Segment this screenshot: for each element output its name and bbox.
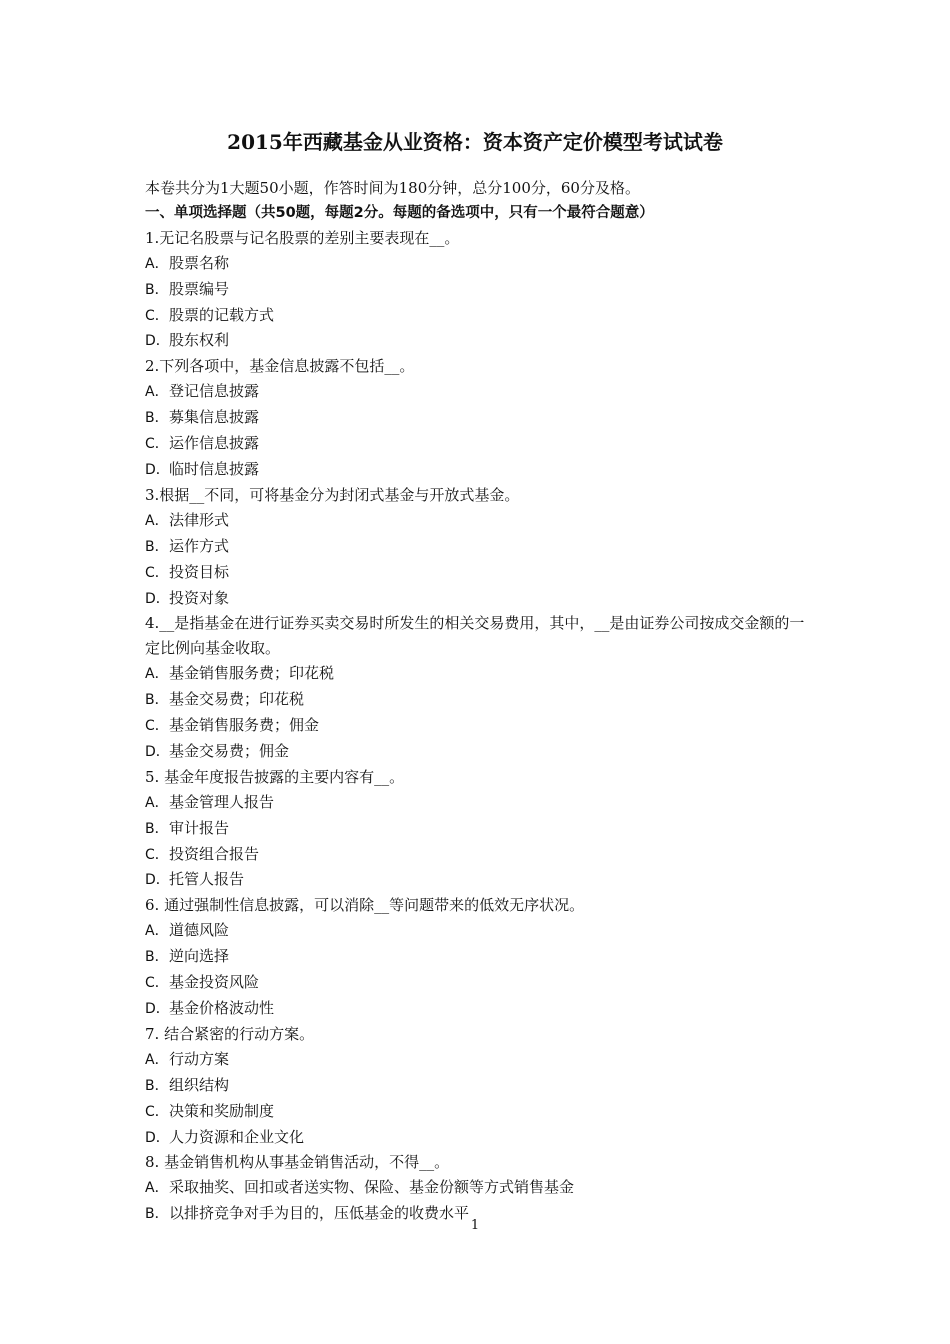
option-text: 以排挤竞争对手为目的，压低基金的收费水平 <box>169 1204 470 1223</box>
answer-option <box>145 303 815 329</box>
answer-option <box>145 251 815 277</box>
question-block <box>145 483 815 612</box>
document-body <box>145 176 815 1227</box>
option-text: 运作方式 <box>169 536 230 555</box>
option-text: 股票编号 <box>169 279 230 298</box>
option-letter: A． <box>145 255 169 272</box>
question-stem: 8. 基金销售机构从事基金销售活动，不得__。 <box>145 1153 450 1172</box>
option-letter: A． <box>145 1180 169 1197</box>
option-letter: B． <box>145 820 169 837</box>
option-letter: B． <box>145 949 169 966</box>
option-text: 基金价格波动性 <box>169 999 275 1017</box>
answer-option <box>145 944 815 970</box>
answer-option <box>145 328 815 354</box>
option-letter: B． <box>145 538 169 555</box>
option-text: 股票的记载方式 <box>169 305 275 324</box>
option-text: 基金投资风险 <box>169 973 260 992</box>
question-block <box>145 226 815 355</box>
option-letter: A． <box>145 1051 169 1068</box>
option-letter: C． <box>145 564 169 581</box>
question-stem: 2.下列各项中，基金信息披露不包括__。 <box>145 357 415 376</box>
option-text: 道德风险 <box>169 921 230 940</box>
option-text: 临时信息披露 <box>169 459 260 478</box>
option-text: 投资目标 <box>169 562 230 581</box>
exam-intro: 本卷共分为1大题50小题，作答时间为180分钟，总分100分，60分及格。 <box>145 179 640 197</box>
option-letter: A． <box>145 666 169 683</box>
option-letter: D． <box>145 1001 170 1017</box>
answer-option <box>145 713 815 739</box>
option-text: 股东权利 <box>169 331 230 350</box>
option-text: 登记信息披露 <box>169 382 260 401</box>
option-letter: C． <box>145 436 169 453</box>
question-block <box>145 611 815 764</box>
option-letter: A． <box>145 923 169 940</box>
answer-option <box>145 687 815 713</box>
option-text: 投资对象 <box>169 588 230 607</box>
option-letter: A． <box>145 794 169 811</box>
answer-option <box>145 277 815 303</box>
option-letter: B． <box>145 692 169 709</box>
option-text: 基金销售服务费；佣金 <box>169 716 320 735</box>
answer-option <box>145 1047 815 1073</box>
question-stem: 4.__是指基金在进行证券买卖交易时所发生的相关交易费用，其中，__是由证券公司按成交金额的一定比例向基金收取。 <box>145 614 805 658</box>
question-stem: 6. 通过强制性信息披露，可以消除__等问题带来的低效无序状况。 <box>145 896 585 915</box>
answer-option <box>145 790 815 816</box>
option-letter: A． <box>145 384 169 401</box>
option-text: 逆向选择 <box>169 947 230 966</box>
option-letter: C． <box>145 1103 169 1120</box>
option-text: 组织结构 <box>169 1075 230 1094</box>
option-letter: C． <box>145 718 169 735</box>
answer-option <box>145 457 815 483</box>
question-stem: 1.无记名股票与记名股票的差别主要表现在__。 <box>145 228 460 247</box>
option-letter: D． <box>145 872 170 889</box>
answer-option <box>145 1125 815 1151</box>
document-title: 2015年西藏基金从业资格：资本资产定价模型考试试卷 <box>227 130 723 154</box>
answer-option <box>145 405 815 431</box>
answer-option <box>145 970 815 996</box>
question-stem: 5. 基金年度报告披露的主要内容有__。 <box>145 767 405 786</box>
answer-option <box>145 586 815 612</box>
option-letter: B． <box>145 1206 169 1223</box>
option-text: 股票名称 <box>169 253 230 272</box>
option-text: 基金交易费；印花税 <box>169 690 305 709</box>
option-letter: C． <box>145 307 169 324</box>
answer-option <box>145 560 815 586</box>
answer-option <box>145 816 815 842</box>
option-letter: D． <box>145 743 170 760</box>
option-letter: D． <box>145 1129 170 1146</box>
answer-option <box>145 867 815 893</box>
option-text: 行动方案 <box>169 1049 230 1068</box>
question-block <box>145 765 815 894</box>
answer-option <box>145 1175 815 1201</box>
answer-option <box>145 1073 815 1099</box>
option-text: 基金销售服务费；印花税 <box>169 664 335 683</box>
option-text: 募集信息披露 <box>169 408 260 427</box>
question-block <box>145 354 815 483</box>
answer-option <box>145 739 815 765</box>
answer-option <box>145 508 815 534</box>
answer-option <box>145 661 815 687</box>
option-letter: C． <box>145 846 169 863</box>
option-text: 托管人报告 <box>169 870 245 889</box>
question-block <box>145 1150 815 1227</box>
option-text: 决策和奖励制度 <box>169 1101 275 1120</box>
option-text: 基金交易费；佣金 <box>169 741 290 760</box>
option-letter: B． <box>145 410 169 427</box>
answer-option <box>145 1099 815 1125</box>
question-stem: 3.根据__不同，可将基金分为封闭式基金与开放式基金。 <box>145 485 520 504</box>
option-letter: D． <box>145 333 170 350</box>
page-number: 1 <box>470 1218 480 1233</box>
option-text: 基金管理人报告 <box>169 792 275 811</box>
option-text: 运作信息披露 <box>169 434 260 453</box>
question-stem: 7. 结合紧密的行动方案。 <box>145 1024 315 1043</box>
option-letter: A． <box>145 512 169 529</box>
answer-option <box>145 842 815 868</box>
answer-option <box>145 918 815 944</box>
option-text: 人力资源和企业文化 <box>169 1127 305 1146</box>
option-letter: B． <box>145 1077 169 1094</box>
question-list <box>145 226 815 1227</box>
answer-option <box>145 996 815 1022</box>
option-text: 审计报告 <box>169 818 230 837</box>
answer-option <box>145 379 815 405</box>
answer-option <box>145 534 815 560</box>
option-text: 法律形式 <box>169 510 230 529</box>
option-text: 采取抽奖、回扣或者送实物、保险、基金份额等方式销售基金 <box>169 1178 575 1197</box>
option-letter: D． <box>145 461 170 478</box>
answer-option <box>145 431 815 457</box>
option-letter: D． <box>145 590 170 607</box>
option-letter: B． <box>145 281 169 298</box>
option-letter: C． <box>145 975 169 992</box>
question-block <box>145 893 815 1022</box>
question-block <box>145 1022 815 1151</box>
section-header: 一、单项选择题（共50题，每题2分。每题的备选项中，只有一个最符合题意） <box>145 204 654 221</box>
option-text: 投资组合报告 <box>169 844 260 863</box>
